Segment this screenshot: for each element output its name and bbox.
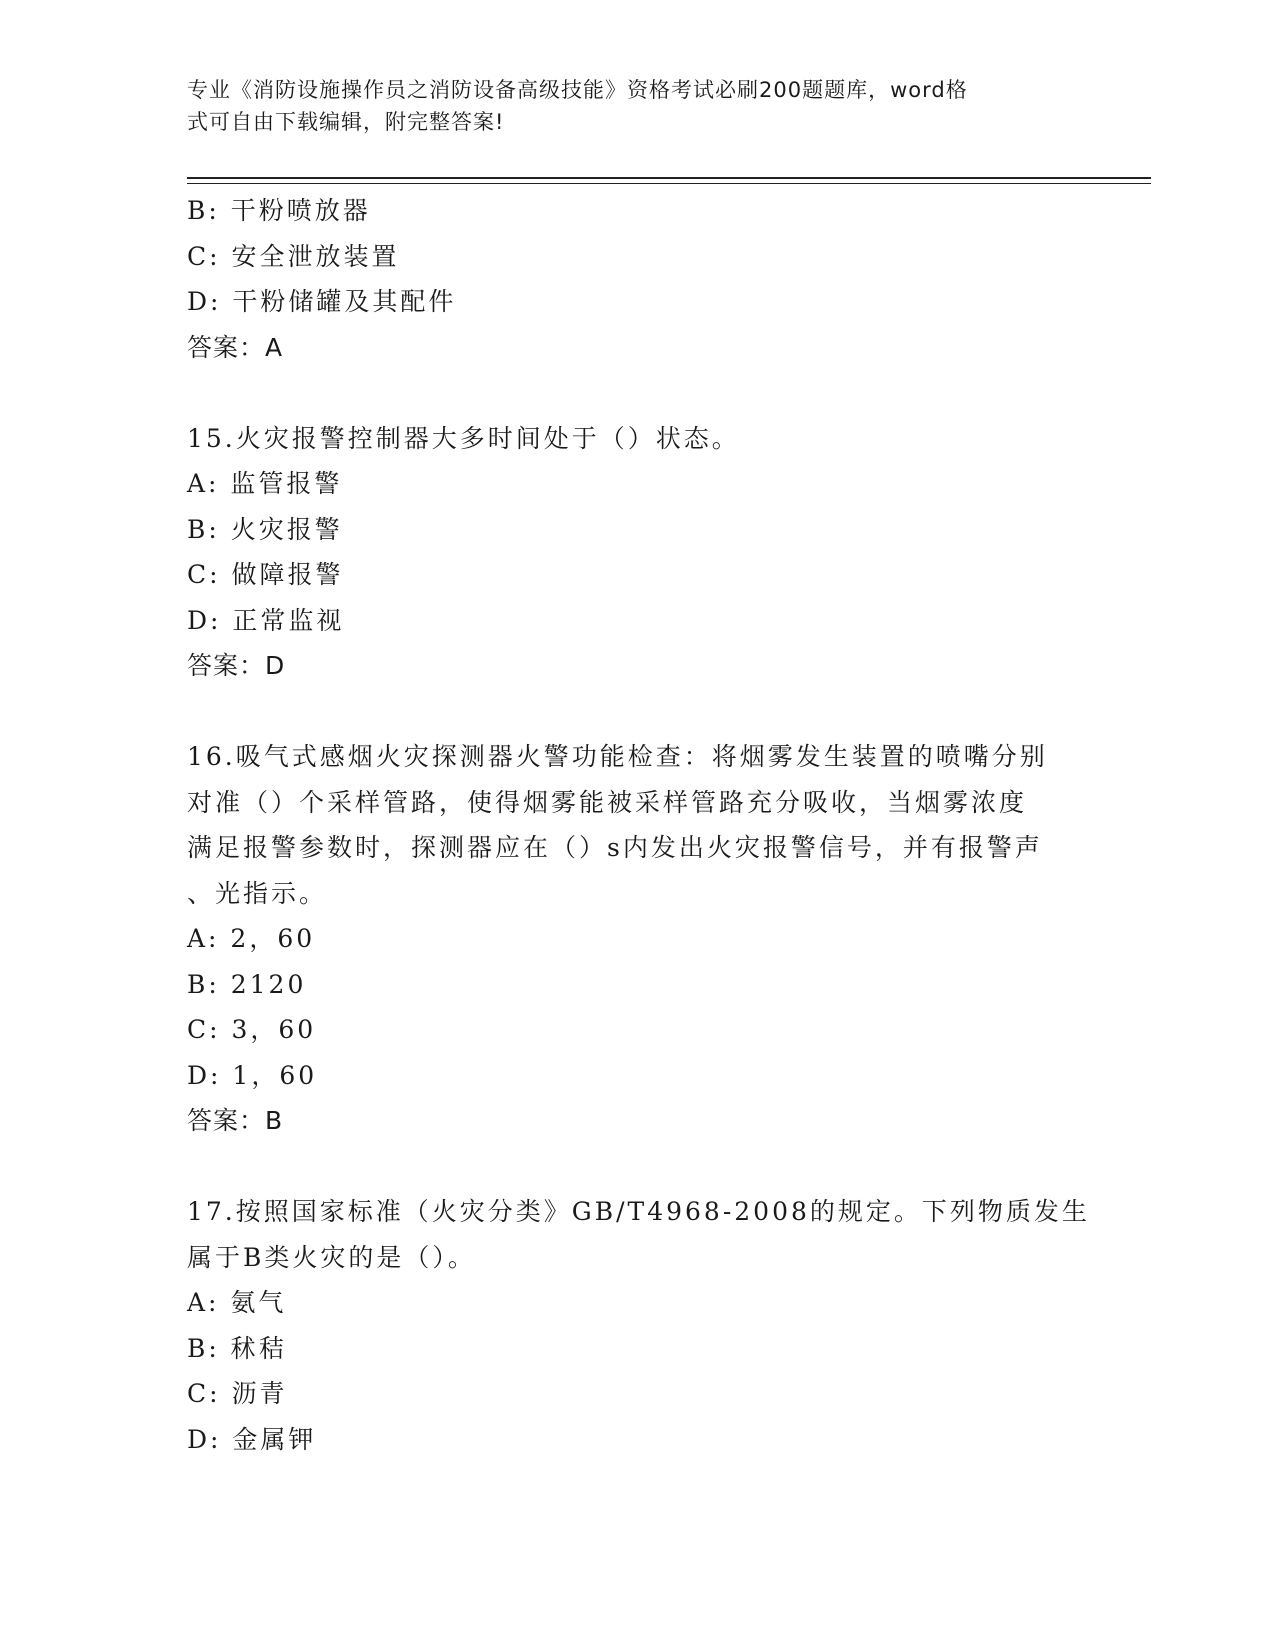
q16-option-a: A: 2，60 [187,924,316,953]
q15-option-d: D: 正常监视 [187,605,345,635]
q14-option-c: C: 安全泄放装置 [187,241,400,271]
q17-option-d: D: 金属钾 [187,1424,317,1454]
q15-option-b: B: 火灾报警 [187,514,343,544]
q15-option-a: A: 监管报警 [187,469,343,498]
q16-question-line-2: 对准（）个采样管路，使得烟雾能被采样管路充分吸收，当烟雾浓度 [187,787,1028,817]
header-line-1: 专业《消防设施操作员之消防设备高级技能》资格考试必刷200题题库，word格 [187,78,968,102]
q14-option-b: B: 干粉喷放器 [187,196,371,225]
document-header [187,74,1067,138]
q16-question-line-4: 、光指示。 [187,878,328,908]
q17-option-c: C: 沥青 [187,1379,288,1408]
q16-option-b: B: 2120 [187,969,307,999]
q14-option-d: D: 干粉储罐及其配件 [187,287,457,316]
q16-question-line-1: 16.吸气式感烟火灾探测器火警功能检查：将烟雾发生装置的喷嘴分别 [187,742,1048,771]
header-line-2: 式可自由下载编辑，附完整答案! [187,110,505,134]
q17-option-b: B: 秫秸 [187,1333,287,1363]
question-list [187,188,1107,1462]
q16-option-d: D: 1，60 [187,1060,318,1090]
q15-question: 15.火灾报警控制器大多时间处于（）状态。 [187,423,740,453]
q17-question-line-1: 17.按照国家标准（火灾分类》GB/T4968-2008的规定。下列物质发生 [187,1197,1090,1226]
q17-question-line-2: 属于B类火灾的是（）。 [187,1242,476,1272]
q14-answer: 答案：A [187,332,284,362]
header-rule-thin [187,183,1151,184]
q17-option-a: A: 氨气 [187,1288,287,1317]
q16-option-c: C: 3，60 [187,1015,317,1044]
q15-option-c: C: 做障报警 [187,560,344,589]
q16-question-line-3: 满足报警参数时，探测器应在（）s内发出火灾报警信号，并有报警声 [187,833,1043,862]
q16-answer: 答案：B [187,1106,284,1135]
header-rule-thick [187,177,1151,179]
q15-answer: 答案：D [187,651,286,680]
